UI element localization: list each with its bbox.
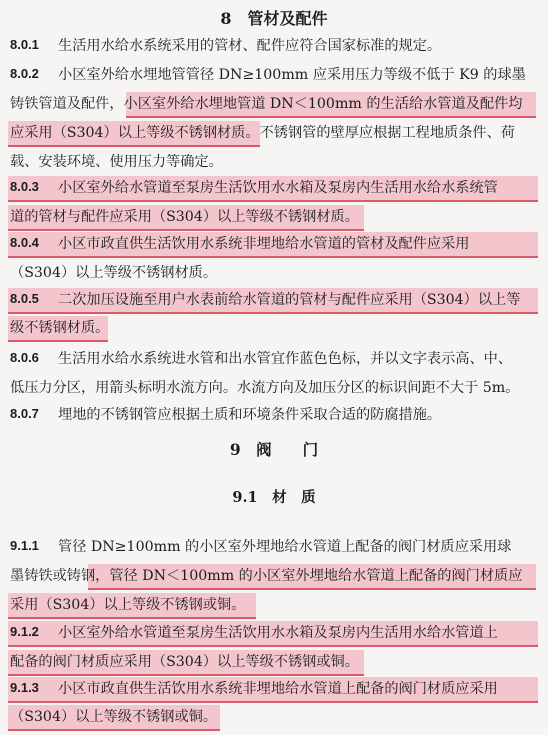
clause-8-0-6-number: 8.0.6 xyxy=(10,350,39,365)
clause-8-0-3-line-1: 小区室外给水管道至泵房生活饮用水水箱及泵房内生活用水给水系统管 xyxy=(58,180,498,196)
clause-9-1-2-line-1: 小区室外给水管道至泵房生活饮用水水箱及泵房内生活用水给水管道上 xyxy=(58,625,498,641)
clause-8-0-5-line-1: 二次加压设施至用户水表前给水管道的管材与配件应采用（S304）以上等 xyxy=(58,292,521,308)
section-9-1-subtitle: 9.1 材 质 xyxy=(232,489,316,506)
clause-8-0-4-line-2: （S304）以上等级不锈钢材质。 xyxy=(10,265,218,281)
clause-8-0-6-line-1: 生活用水给水系统进水管和出水管宜作蓝色色标，并以文字表示高、中、 xyxy=(58,351,513,367)
clause-9-1-3-line-2: （S304）以上等级不锈钢或铜。 xyxy=(10,709,218,725)
clause-9-1-2-line-2: 配备的阀门材质应采用（S304）以上等级不锈钢或铜。 xyxy=(10,654,359,670)
clause-8-0-2-line-1: 小区室外给水埋地管管径 DN≥100mm 应采用压力等级不低于 K9 的球墨 xyxy=(58,67,526,83)
clause-8-0-5-line-2: 级不锈钢材质。 xyxy=(10,320,110,336)
clause-8-0-7-line-1: 埋地的不锈钢管应根据土质和环境条件采取合适的防腐措施。 xyxy=(58,407,442,423)
clause-9-1-1-line-2: 墨铸铁或铸钢，管径 DN＜100mm 的小区室外埋地给水管道上配备的阀门材质应 xyxy=(10,568,523,584)
clause-9-1-1-line-3: 采用（S304）以上等级不锈钢或铜。 xyxy=(10,597,246,613)
clause-9-1-2-number: 9.1.2 xyxy=(10,624,39,639)
clause-9-1-3-number: 9.1.3 xyxy=(10,680,39,695)
clause-8-0-7-number: 8.0.7 xyxy=(10,406,39,421)
clause-9-1-3-line-1: 小区市政直供生活饮用水系统非埋地给水管道上配备的阀门材质应采用 xyxy=(58,681,498,697)
clause-9-1-1-number: 9.1.1 xyxy=(10,538,39,553)
section-9-title: 9 阀 门 xyxy=(229,440,319,459)
clause-8-0-4-number: 8.0.4 xyxy=(10,235,39,250)
clause-8-0-6-line-2: 低压力分区，用箭头标明水流方向。水流方向及加压分区的标识间距不大于 5m。 xyxy=(10,380,520,396)
section-8-title: 8 管材及配件 xyxy=(220,9,328,28)
clause-9-1-1-line-1: 管径 DN≥100mm 的小区室外埋地给水管道上配备的阀门材质应采用球 xyxy=(58,539,512,555)
clause-8-0-1-number: 8.0.1 xyxy=(10,37,39,52)
clause-8-0-2-line-2: 铸铁管道及配件，小区室外给水埋地管道 DN＜100mm 的生活给水管道及配件均 xyxy=(10,96,523,112)
clause-8-0-4-line-1: 小区市政直供生活饮用水系统非埋地给水管道的管材及配件应采用 xyxy=(58,236,470,252)
clause-8-0-3-number: 8.0.3 xyxy=(10,179,39,194)
clause-8-0-2-line-3: 应采用（S304）以上等级不锈钢材质。不锈钢管的壁厚应根据工程地质条件、荷 xyxy=(10,125,515,141)
clause-8-0-3-line-2: 道的管材与配件应采用（S304）以上等级不锈钢材质。 xyxy=(10,209,359,225)
clause-8-0-1-line-1: 生活用水给水系统采用的管材、配件应符合国家标准的规定。 xyxy=(58,38,442,54)
clause-8-0-2-number: 8.0.2 xyxy=(10,66,39,81)
clause-8-0-2-line-4: 载、安装环境、使用压力等确定。 xyxy=(10,154,223,170)
clause-8-0-5-number: 8.0.5 xyxy=(10,291,39,306)
